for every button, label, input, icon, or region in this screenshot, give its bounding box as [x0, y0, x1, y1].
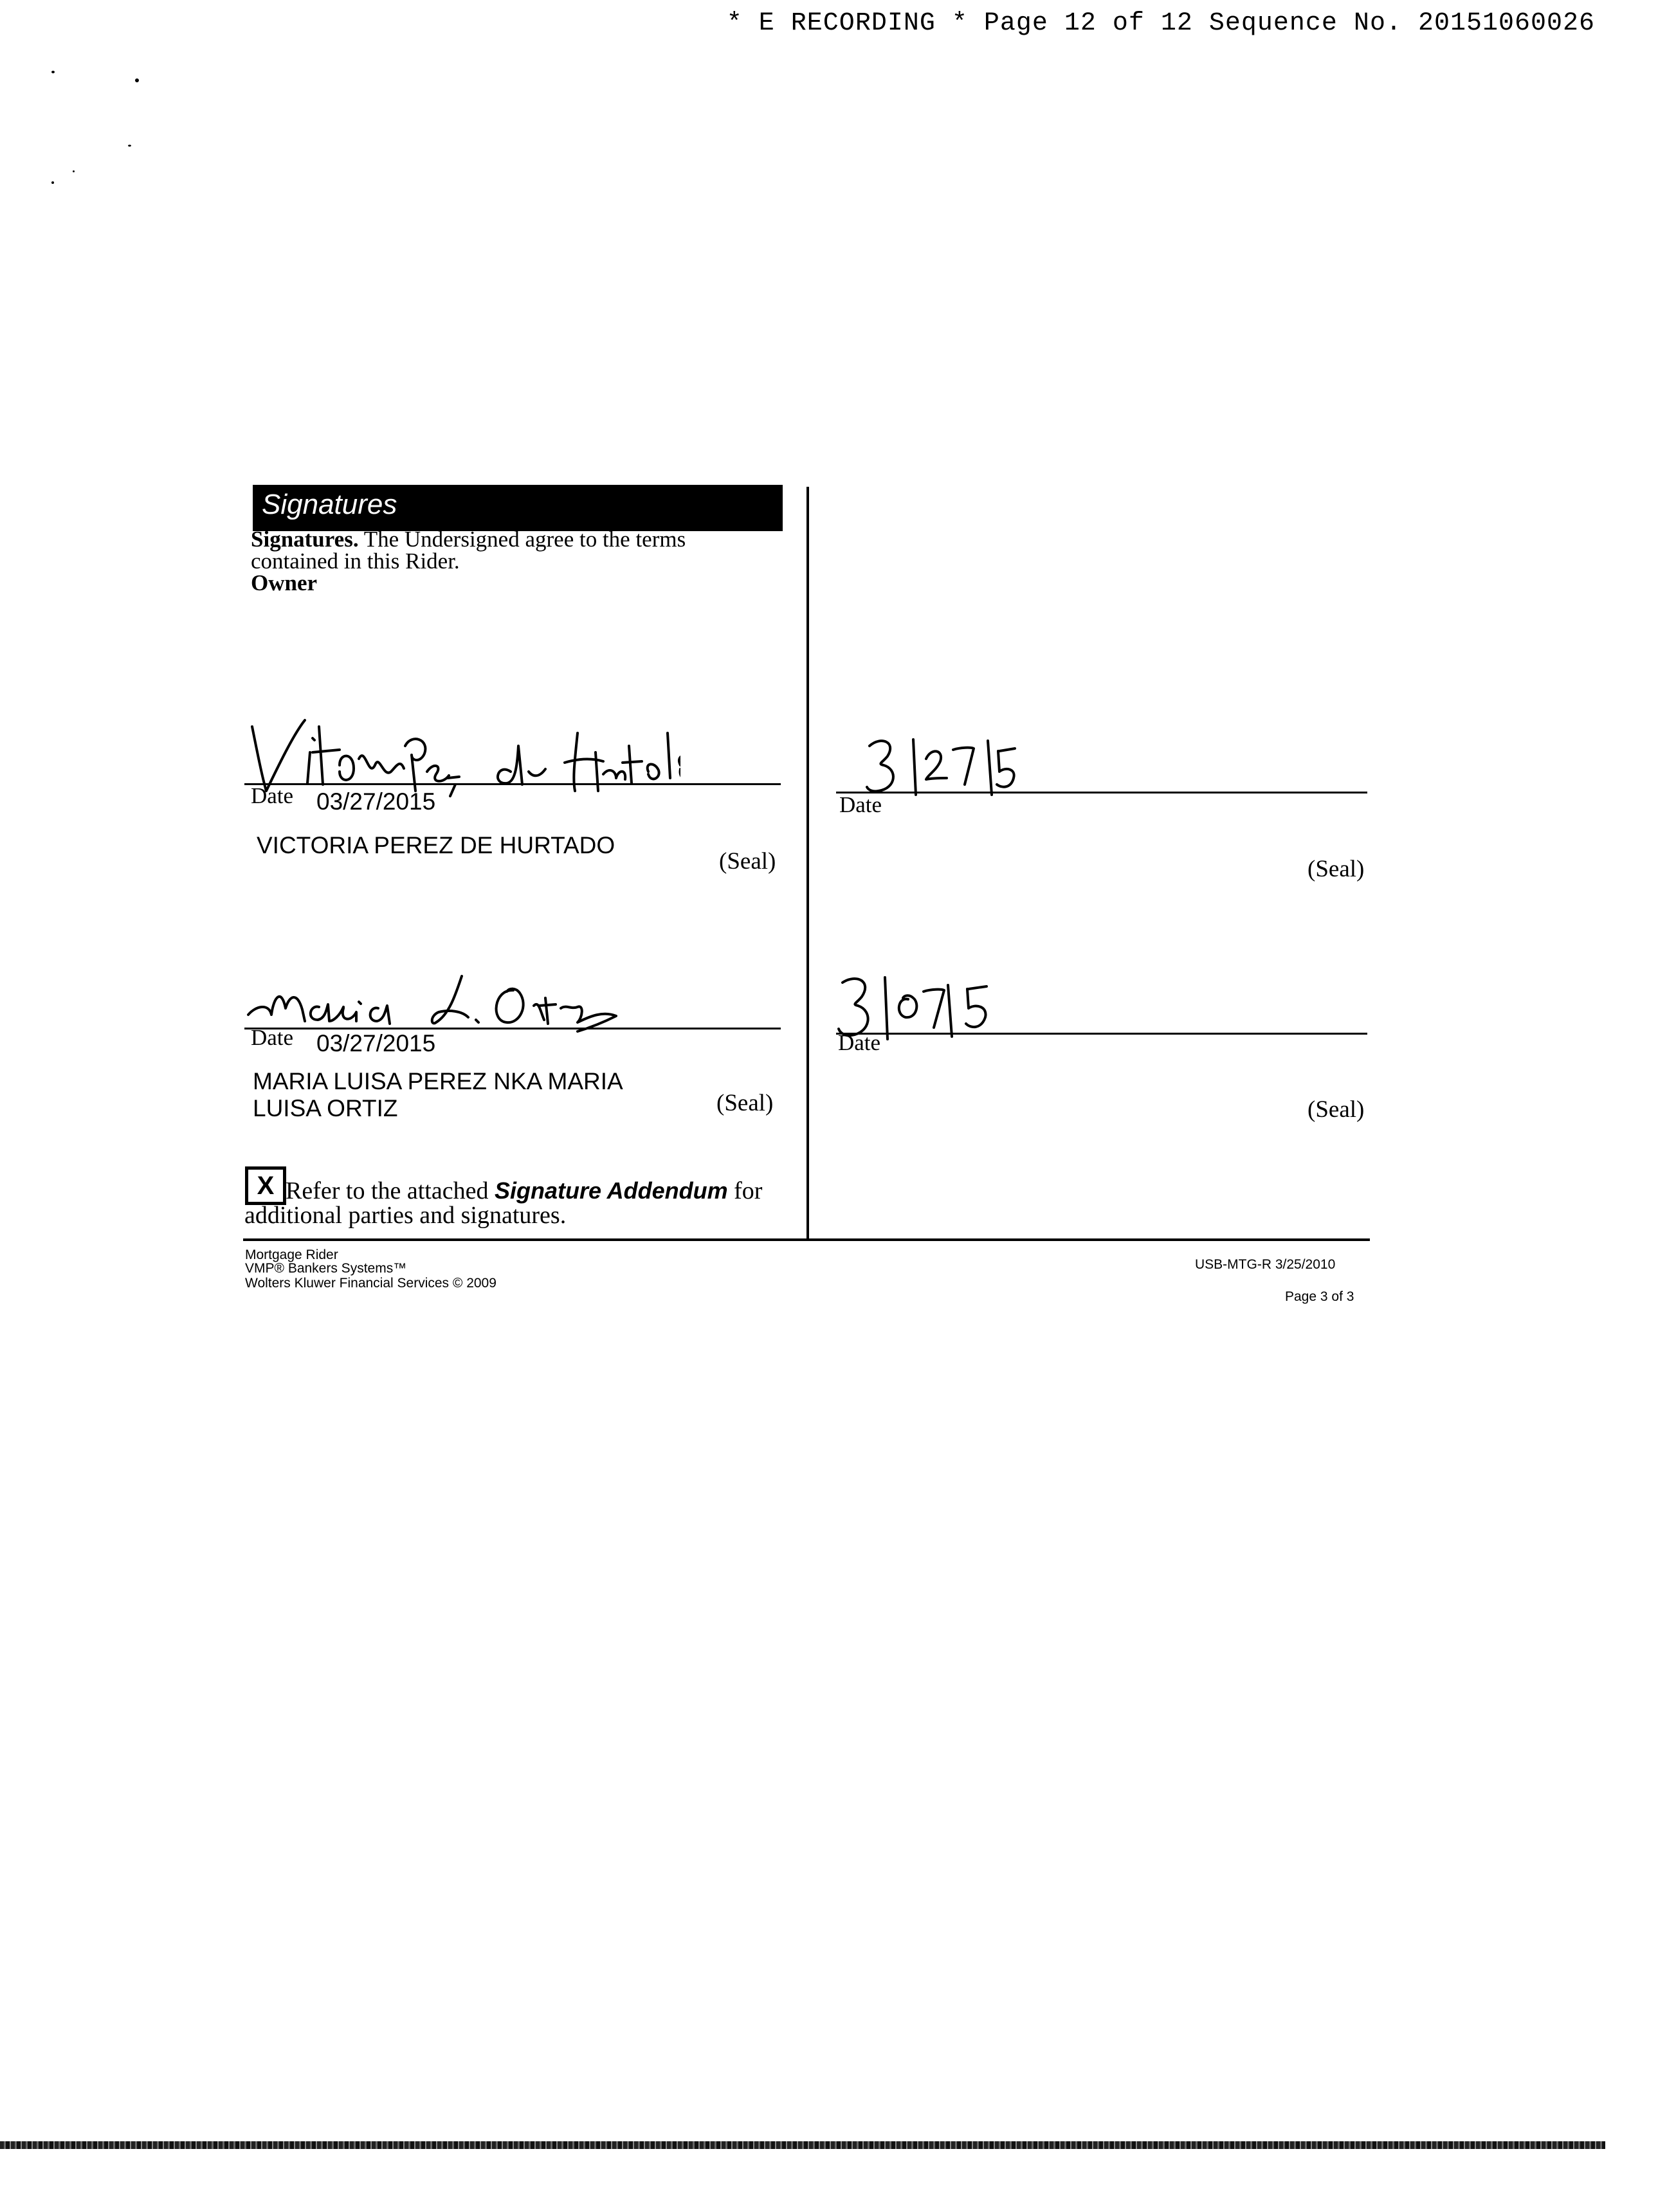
signed-date-2: 03/27/2015 [316, 1030, 436, 1056]
intro-text-line2: contained in this Rider. [251, 548, 460, 574]
date-label-r1: Date [839, 792, 882, 817]
date-line-r1 [836, 792, 1367, 793]
signer-name-1: VICTORIA PEREZ DE HURTADO [257, 832, 615, 858]
scan-edge-rule [0, 2141, 1605, 2149]
intro-bold: Signatures. [251, 527, 359, 552]
addendum-checkbox[interactable]: X [245, 1166, 286, 1205]
scan-speck [135, 78, 139, 82]
signature-maria [243, 970, 648, 1040]
recording-header: * E RECORDING * Page 12 of 12 Sequence No. 20151060026 [726, 9, 1595, 38]
signed-date-1: 03/27/2015 [316, 788, 436, 815]
signatures-intro [251, 529, 778, 594]
handwritten-date-1 [862, 733, 1029, 797]
addendum-text-before: Refer to the attached [286, 1177, 495, 1204]
signer-name-2-line1: MARIA LUISA PEREZ NKA MARIA [253, 1068, 623, 1094]
footer-form-code: USB-MTG-R 3/25/2010 [1195, 1257, 1336, 1272]
scan-speck [128, 145, 131, 147]
signature-victoria [243, 707, 680, 810]
addendum-text-line2: additional parties and signatures. [244, 1202, 567, 1229]
section-title: Signatures [262, 489, 397, 520]
date-label-2: Date [251, 1025, 294, 1050]
date-line-r2 [836, 1033, 1367, 1035]
column-divider [806, 487, 809, 1240]
seal-label-2: (Seal) [716, 1090, 774, 1116]
signatures-section-bar [253, 485, 783, 531]
footer-copyright: Wolters Kluwer Financial Services © 2009 [245, 1276, 496, 1291]
date-label-r2: Date [838, 1030, 881, 1055]
scan-speck [51, 181, 54, 184]
seal-label-r1: (Seal) [1307, 856, 1365, 882]
intro-text-line1: The Undersigned agree to the terms [358, 527, 686, 552]
addendum-text-after: for [727, 1177, 763, 1204]
seal-label-1: (Seal) [719, 848, 776, 875]
owner-label: Owner [251, 570, 318, 595]
addendum-emphasis: Signature Addendum [494, 1177, 728, 1204]
signer-name-2-line2: LUISA ORTIZ [253, 1095, 398, 1121]
signature-line-2 [244, 1028, 781, 1029]
date-label-1: Date [251, 783, 294, 808]
footer-page-label: Page 3 of 3 [1285, 1289, 1354, 1304]
scan-speck [73, 170, 75, 172]
footer-form-name: Mortgage Rider [245, 1247, 338, 1262]
scan-speck [51, 71, 55, 73]
footer-publisher: VMP® Bankers Systems™ [245, 1261, 407, 1276]
seal-label-r2: (Seal) [1307, 1096, 1365, 1123]
footer-rule [243, 1238, 1370, 1241]
signature-line-1 [244, 783, 781, 785]
